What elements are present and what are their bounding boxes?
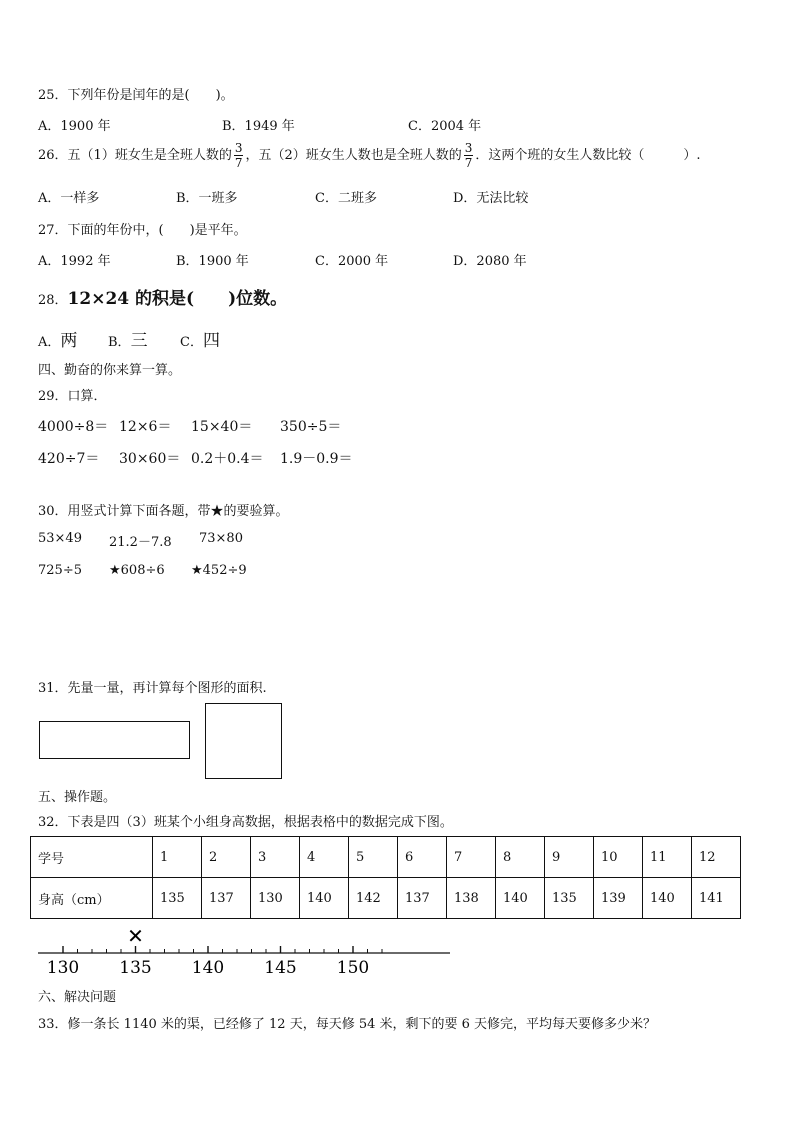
q27-option-b: B．1900 年 xyxy=(176,254,249,269)
axis-tick-label: 145 xyxy=(264,958,297,978)
q31-stem: 31．先量一量，再计算每个图形的面积. xyxy=(38,681,267,696)
table-cell: 138 xyxy=(447,878,496,919)
q28-stem xyxy=(38,284,287,309)
axis-tick-label: 130 xyxy=(46,958,80,978)
fraction-numerator: 3 xyxy=(234,141,243,155)
q29-expr: 30×60＝ xyxy=(119,451,181,467)
table-cell: 11 xyxy=(643,837,692,878)
table-cell: 135 xyxy=(153,878,202,919)
q32-stem: 32．下表是四（3）班某个小组身高数据，根据表格中的数据完成下图。 xyxy=(38,815,453,830)
q26-fraction-2 xyxy=(464,141,474,170)
table-cell: 141 xyxy=(692,878,741,919)
q27-stem: 27．下面的年份中，( )是平年。 xyxy=(38,223,247,238)
fraction-denominator: 7 xyxy=(234,156,243,170)
height-data-table xyxy=(30,836,741,919)
q29-expr: 350÷5＝ xyxy=(280,419,342,435)
q29-expr: 4000÷8＝ xyxy=(38,419,109,435)
table-cell: 10 xyxy=(594,837,643,878)
q30-expr: ★608÷6 xyxy=(109,563,165,578)
q26-stem xyxy=(38,141,701,170)
q29-stem: 29．口算． xyxy=(38,389,107,404)
section-4-heading: 四、勤奋的你来算一算。 xyxy=(38,363,182,378)
q26-stem-part2: ，五（2）班女生人数也是全班人数的 xyxy=(245,148,462,163)
table-cell: 6 xyxy=(398,837,447,878)
option-text: 四 xyxy=(202,331,220,351)
table-cell: 4 xyxy=(300,837,349,878)
option-letter: C． xyxy=(180,335,203,350)
axis-labels xyxy=(47,958,369,978)
q28-option-a xyxy=(38,326,77,351)
option-text: 三 xyxy=(130,331,148,351)
q28-option-c xyxy=(180,326,220,351)
q26-fraction-1 xyxy=(234,141,244,170)
q25-stem: 25．下列年份是闰年的是( )。 xyxy=(38,88,234,103)
table-cell: 12 xyxy=(692,837,741,878)
q28-option-b xyxy=(108,326,148,351)
q29-expr: 1.9－0.9＝ xyxy=(280,451,353,467)
q26-option-d: D．无法比较 xyxy=(453,191,529,206)
q26-option-c: C．二班多 xyxy=(315,191,377,206)
q27-option-c: C．2000 年 xyxy=(315,254,389,269)
table-row xyxy=(31,837,741,878)
q27-option-d: D．2080 年 xyxy=(453,254,527,269)
q28-text: 12×24 的积是( )位数。 xyxy=(67,289,288,309)
q29-expr: 15×40＝ xyxy=(191,419,253,435)
table-cell: 140 xyxy=(643,878,692,919)
table-cell: 130 xyxy=(251,878,300,919)
q25-option-b: B．1949 年 xyxy=(222,119,295,134)
table-cell: 7 xyxy=(447,837,496,878)
table-cell: 137 xyxy=(398,878,447,919)
q33-stem: 33．修一条长 1140 米的渠，已经修了 12 天，每天修 54 米，剩下的要 6 天修完，平均每天要修多少米？ xyxy=(38,1017,657,1032)
table-cell: 5 xyxy=(349,837,398,878)
section-6-heading: 六、解决问题 xyxy=(38,990,117,1005)
axis-ticks xyxy=(63,946,382,953)
table-cell: 3 xyxy=(251,837,300,878)
axis-tick-label: 140 xyxy=(191,958,225,978)
height-number-line xyxy=(0,920,794,980)
table-header-cell: 学号 xyxy=(31,837,153,878)
q30-expr: 21.2－7.8 xyxy=(109,535,172,550)
table-cell: 9 xyxy=(545,837,594,878)
cross-marker-icon: ✕ xyxy=(127,924,144,948)
q26-stem-part3: ．这两个班的女生人数比较（ ）. xyxy=(475,148,701,163)
q30-expr: 725÷5 xyxy=(38,563,82,578)
axis-tick-label: 135 xyxy=(119,958,152,978)
axis-tick-label: 150 xyxy=(336,958,370,978)
q29-expr: 0.2＋0.4＝ xyxy=(191,451,264,467)
q28-number: 28． xyxy=(38,293,68,308)
q30-expr: 73×80 xyxy=(199,531,243,546)
table-cell: 140 xyxy=(496,878,545,919)
table-cell: 8 xyxy=(496,837,545,878)
table-cell: 137 xyxy=(202,878,251,919)
section-5-heading: 五、操作题。 xyxy=(38,790,117,805)
q26-stem-part1: 26．五（1）班女生是全班人数的 xyxy=(38,148,232,163)
table-cell: 1 xyxy=(153,837,202,878)
square-figure xyxy=(205,703,282,779)
q30-stem: 30．用竖式计算下面各题，带★的要验算。 xyxy=(38,504,289,519)
q26-option-a: A．一样多 xyxy=(38,191,100,206)
q30-expr: ★452÷9 xyxy=(191,563,247,578)
q25-option-a: A．1900 年 xyxy=(38,119,111,134)
table-row xyxy=(31,878,741,919)
table-cell: 2 xyxy=(202,837,251,878)
rectangle-figure xyxy=(39,721,190,759)
q29-expr: 12×6＝ xyxy=(119,419,172,435)
table-cell: 135 xyxy=(545,878,594,919)
table-cell: 140 xyxy=(300,878,349,919)
fraction-numerator: 3 xyxy=(464,141,473,155)
q25-option-c: C．2004 年 xyxy=(408,119,482,134)
q26-option-b: B．一班多 xyxy=(176,191,238,206)
fraction-denominator: 7 xyxy=(464,156,473,170)
option-letter: A． xyxy=(38,335,61,350)
option-text: 两 xyxy=(60,331,78,351)
q30-expr: 53×49 xyxy=(38,531,82,546)
table-cell: 139 xyxy=(594,878,643,919)
table-header-cell: 身高（cm） xyxy=(31,878,153,919)
option-letter: B． xyxy=(108,335,131,350)
table-cell: 142 xyxy=(349,878,398,919)
q29-expr: 420÷7＝ xyxy=(38,451,100,467)
q27-option-a: A．1992 年 xyxy=(38,254,111,269)
